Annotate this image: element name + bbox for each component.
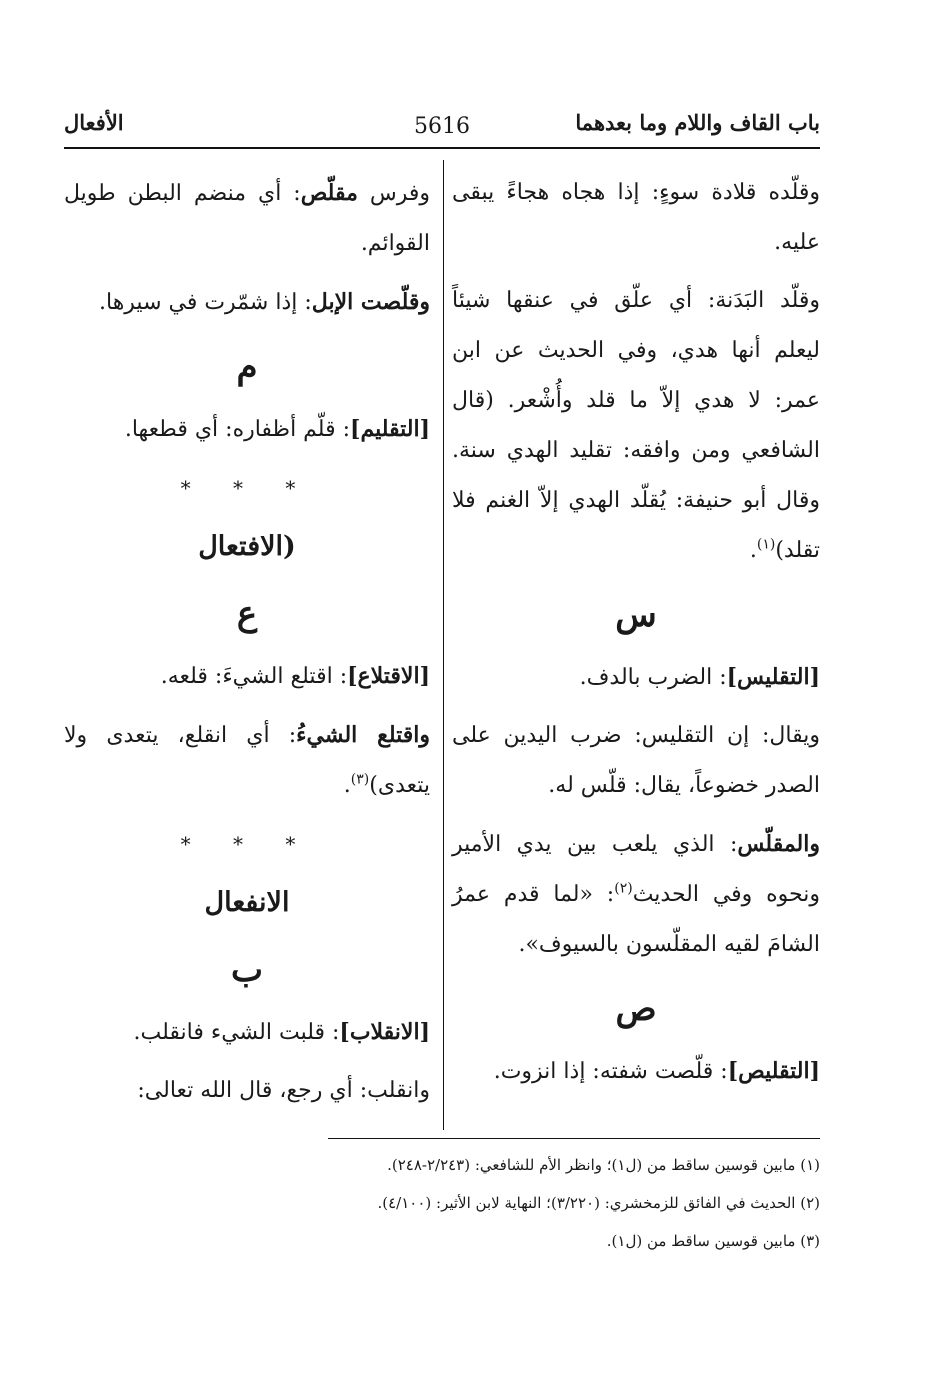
entry-keyword: وقلّصت الإبل bbox=[311, 289, 430, 315]
entry-taqlis-sad bbox=[452, 1046, 820, 1097]
left-column bbox=[64, 168, 430, 1124]
entry-keyword: [التقليص] bbox=[727, 1058, 820, 1084]
letter-heading-sin: س bbox=[615, 595, 657, 635]
entry-taqlim bbox=[64, 404, 430, 455]
section-title-infi3al: الانفعال bbox=[204, 887, 290, 918]
entry-inqilab bbox=[64, 1007, 430, 1058]
right-column bbox=[452, 168, 820, 1105]
entry-inqalaba: وانقلب: أي رجع، قال الله تعالى: bbox=[137, 1078, 430, 1103]
page-number: 5616 bbox=[414, 114, 470, 139]
entry-keyword: [الانقلاب] bbox=[339, 1019, 430, 1045]
entry-text: : قلبت الشيء فانقلب. bbox=[133, 1020, 340, 1045]
entry-iqtila3 bbox=[64, 651, 430, 702]
footnote-1: (١) مابين قوسين ساقط من (ل١)؛ وانظر الأم للشافعي: (٢/٢٤٣-٢٤٨). bbox=[387, 1156, 820, 1174]
entry-text: : أي منضم البطن طويل القوائم. bbox=[64, 181, 430, 256]
header-rule bbox=[64, 147, 820, 149]
letter-heading-ba: ب bbox=[230, 950, 263, 990]
section-header: الأفعال bbox=[64, 110, 124, 135]
footnote-ref-1: (١) bbox=[756, 536, 776, 553]
entry-text-end: : «لما قدم عمرُ الشامَ لقيه المقلّسون بالسيوف». bbox=[452, 882, 820, 957]
footnote-3: (٣) مابين قوسين ساقط من (ل١). bbox=[606, 1232, 820, 1250]
column-divider bbox=[443, 160, 444, 1130]
entry-text-end: . bbox=[343, 773, 351, 798]
entry-text: : الضرب بالدف. bbox=[579, 665, 727, 690]
letter-heading-mim: م bbox=[236, 347, 258, 387]
entry-prefix: وفرس bbox=[369, 181, 430, 206]
entry-end: . bbox=[749, 538, 757, 563]
entry-text: : اقتلع الشيءَ: قلعه. bbox=[160, 664, 348, 689]
section-separator: * * * bbox=[180, 832, 314, 856]
entry-taqlis bbox=[452, 652, 820, 703]
entry-keyword: [التقليس] bbox=[726, 664, 820, 690]
entry-qallasat-ibil bbox=[64, 277, 430, 328]
entry-keyword: [التقليم] bbox=[350, 416, 430, 442]
entry-muqallas bbox=[64, 168, 430, 269]
entry-text: وقلّد البَدَنة: أي علّق في عنقها شيئاً ليعلم أنها هدي، وفي الحديث عن ابن عمر: لا هدي إلاّ ما قلد وأُشْعر. (قال الشافعي ومن وافقه: تقليد الهدي سنة. وقال أبو حنيفة: يُقلّد الهدي إلاّ الغنم فلا تقلد) bbox=[452, 288, 820, 563]
page-header bbox=[64, 104, 820, 144]
letter-heading-ayn: ع bbox=[236, 594, 258, 634]
entry-text: : إذا شمّرت في سيرها. bbox=[99, 290, 312, 315]
entry-keyword: [الاقتلاع] bbox=[347, 663, 430, 689]
entry-taqlis-2: ويقال: إن التقليس: ضرب اليدين على الصدر خضوعاً، يقال: قلّس له. bbox=[452, 723, 820, 798]
footnote-rule bbox=[328, 1138, 820, 1139]
entry-text: : قلّصت شفته: إذا انزوت. bbox=[493, 1059, 728, 1084]
letter-heading-sad: ص bbox=[615, 989, 657, 1029]
entry-muqallis bbox=[452, 819, 820, 970]
entry-keyword: مقلّص bbox=[300, 180, 358, 206]
entry-keyword: واقتلع الشيءُ bbox=[296, 722, 430, 748]
entry-text: : الذي يلعب بين يدي الأمير ونحوه وفي الحديث bbox=[452, 832, 820, 907]
footnote-2: (٢) الحديث في الفائق للزمخشري: (٣/٢٢٠)؛ النهاية لابن الأثير: (٤/١٠٠). bbox=[377, 1194, 820, 1212]
entry-qallada-badana bbox=[452, 276, 820, 576]
entry-iqtala3a bbox=[64, 710, 430, 811]
section-title-ifti3al: (الافتعال bbox=[198, 531, 296, 562]
chapter-title: باب القاف واللام وما بعدهما bbox=[575, 110, 820, 135]
footnote-ref-3: (٣) bbox=[350, 771, 370, 788]
entry-text: : أي انقلع، يتعدى ولا يتعدى) bbox=[64, 723, 430, 798]
footnote-ref-2: (٢) bbox=[614, 880, 633, 897]
section-separator: * * * bbox=[180, 476, 314, 500]
entry-text: : قلّم أظفاره: أي قطعها. bbox=[124, 417, 351, 442]
entry-keyword: والمقلّس bbox=[737, 831, 820, 857]
entry-qallada-sou: وقلّده قلادة سوءٍ: إذا هجاه هجاءً يبقى عليه. bbox=[452, 180, 820, 255]
footnotes bbox=[200, 1146, 820, 1260]
